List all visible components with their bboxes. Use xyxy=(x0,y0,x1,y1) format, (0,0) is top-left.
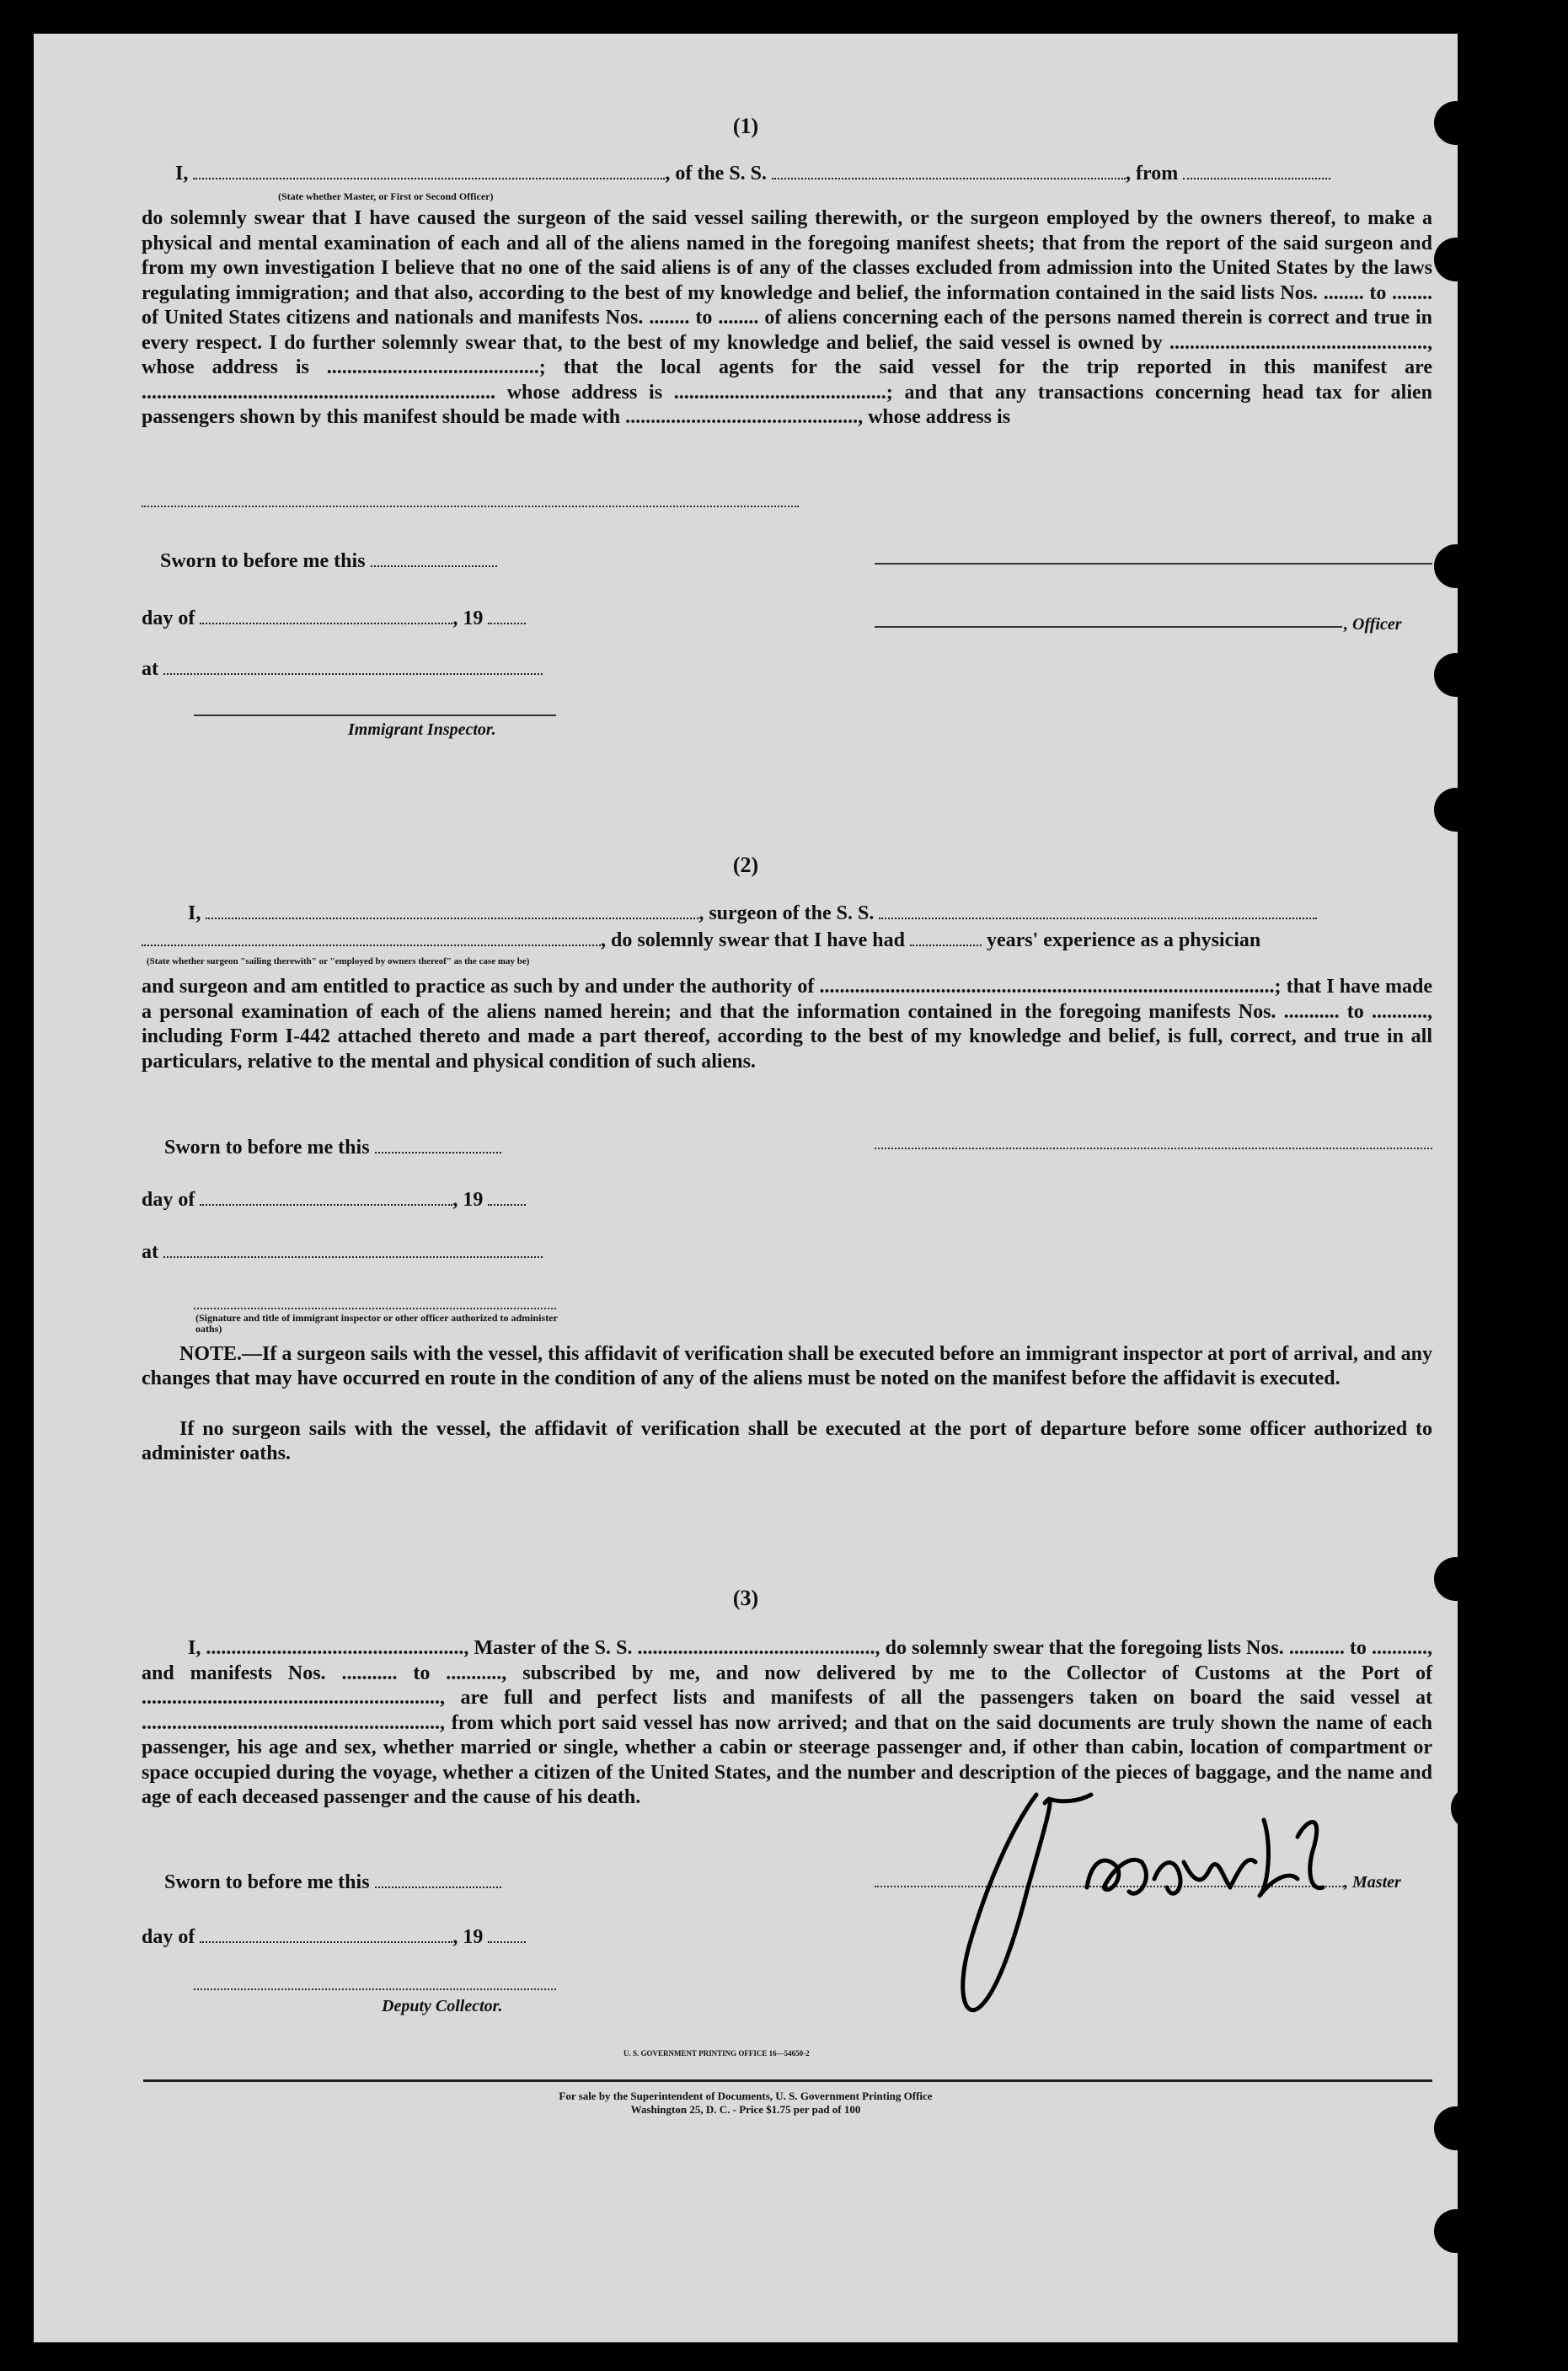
s1-officer-name-field[interactable] xyxy=(193,163,665,179)
s2-sworn-row xyxy=(164,1136,501,1159)
s2-at-field[interactable] xyxy=(163,1241,543,1258)
s3-day-label: day of xyxy=(142,1926,195,1948)
s1-officer-line[interactable] xyxy=(875,626,1342,628)
s3-master-caption: , Master xyxy=(1344,1873,1401,1892)
punch-hole xyxy=(1434,101,1478,145)
punch-hole xyxy=(1434,788,1478,832)
s2-note-2: If no surgeon sails with the vessel, the affidavit of verification shall be executed at the port of departure before some officer authorized to administer oaths. xyxy=(142,1418,1432,1464)
s3-body: I, ..................................................., Master of the S. S. ..............................................., do solemnly swear that the foregoing lists Nos. ........... to ..........., and manifests Nos. ........... to ..........., subscribed by me, and now delivered by me to the Collector of Customs at the Port of ..........................................................., are full and perfect lists and manifests of all the passengers taken on board the said vessel at ..........................................................., from which port said vessel has now arrived; and that on the said documents are truly shown the name of each passenger, his age and sex, whether married or single, whether a cabin or steerage passenger and, if other than cabin, location of compartment or space occupied during the voyage, whether a citizen of the United States, and the number and description of the pieces of baggage, and the name and age of each deceased passenger and the cause of his death. xyxy=(142,1637,1432,1808)
s2-years-label: years' experience as a physician xyxy=(986,929,1261,951)
s1-at-row xyxy=(142,657,543,681)
s3-day-row xyxy=(142,1925,526,1949)
s2-sig-caption: (Signature and title of immigrant inspector or other officer authorized to administer oaths) xyxy=(195,1312,558,1335)
s2-signature-line[interactable] xyxy=(875,1148,1432,1149)
s1-sworn-field[interactable] xyxy=(371,550,497,567)
s3-sworn-field[interactable] xyxy=(375,1871,501,1888)
master-signature xyxy=(910,1753,1449,2031)
s2-at-row xyxy=(142,1240,543,1264)
s1-day-row xyxy=(142,607,526,630)
footer-rule xyxy=(143,2079,1432,2082)
s2-years-field[interactable] xyxy=(910,929,982,946)
s1-inspector-caption: Immigrant Inspector. xyxy=(348,720,496,739)
s2-surgeon-name-field[interactable] xyxy=(206,902,698,919)
s2-year-field[interactable] xyxy=(488,1189,526,1206)
s2-sworn-field[interactable] xyxy=(375,1137,501,1153)
punch-hole xyxy=(1434,653,1478,697)
s2-capacity-field[interactable] xyxy=(142,929,601,946)
punch-hole xyxy=(1434,2209,1478,2253)
s1-day-label: day of xyxy=(142,607,195,629)
section-1-number: (1) xyxy=(732,114,759,138)
s3-sworn-label: Sworn to before me this xyxy=(164,1871,370,1893)
s1-first-line xyxy=(175,162,1330,185)
gpo-code: U. S. GOVERNMENT PRINTING OFFICE 16—54650-2 xyxy=(623,2049,810,2058)
s1-vessel-field[interactable] xyxy=(772,163,1126,179)
s1-i-label: I, xyxy=(175,163,189,185)
punch-hole xyxy=(1451,1786,1495,1830)
footer-line-1: For sale by the Superintendent of Documents, U. S. Government Printing Office xyxy=(559,2090,933,2102)
s1-sworn-label: Sworn to before me this xyxy=(160,550,366,572)
s3-collector-line[interactable] xyxy=(194,1988,556,1990)
section-3-number: (3) xyxy=(732,1586,759,1610)
s2-day-label: day of xyxy=(142,1189,195,1211)
s2-inspector-line[interactable] xyxy=(194,1308,556,1309)
punch-hole xyxy=(1434,238,1478,281)
s2-note-1: NOTE.—If a surgeon sails with the vessel, this affidavit of verification shall be executed before an immigrant inspector at port of arrival, and any changes that may have occurred en route in the condition of any of the aliens must be noted on the manifest before the affidavit is executed. xyxy=(142,1343,1432,1389)
s1-from-label: , from xyxy=(1126,163,1179,185)
s3-sworn-row xyxy=(164,1871,501,1894)
s1-officer-caption: , Officer xyxy=(1344,615,1402,634)
s1-at-label: at xyxy=(142,658,158,680)
punch-hole xyxy=(1434,2106,1478,2150)
s2-19-label: , 19 xyxy=(452,1189,484,1211)
s2-surgeon-label: , surgeon of the S. S. xyxy=(698,902,875,924)
s1-sworn-row xyxy=(160,549,497,573)
s3-collector-caption: Deputy Collector. xyxy=(382,1997,503,2015)
s3-year-field[interactable] xyxy=(488,1926,526,1943)
s1-body: do solemnly swear that I have caused the surgeon of the said vessel sailing therewith, or the surgeon employed by the owners thereof, to make a physical and mental examination of each and all of the aliens named in the foregoing manifest sheets; that from the report of the said surgeon and from my own investigation I believe that no one of the said aliens is of any of the classes excluded from admission into the United States by the laws regulating immigration; and that also, according to the best of my knowledge and belief, the information contained in the said lists Nos. ........ to ........ of United States citizens and nationals and manifests Nos. ........ to ........ of aliens concerning each of the persons named therein is correct and true in every respect. I do further solemnly swear that, to the best of my knowledge and belief, the said vessel is owned by ..................................................., whose address is ..........................................; that the local agents for the said vessel for the trip reported in this manifest are ...................................................................... whose address is ..........................................; and that any transactions concerning head tax for alien passengers shown by this manifest should be made with .............................................., whose address is xyxy=(142,207,1432,428)
punch-hole xyxy=(1434,544,1478,588)
s1-signature-line[interactable] xyxy=(875,563,1432,565)
s1-day-field[interactable] xyxy=(200,607,452,624)
footer-line-2: Washington 25, D. C. - Price $1.75 per pad of 100 xyxy=(630,2103,861,2116)
s1-small-note: (State whether Master, or First or Second Officer) xyxy=(278,190,494,202)
s1-from-field[interactable] xyxy=(1183,163,1330,179)
s2-line-1 xyxy=(188,902,1317,925)
s2-at-label: at xyxy=(142,1241,158,1263)
s2-line-2 xyxy=(142,929,1260,952)
s1-inspector-line[interactable] xyxy=(194,715,556,716)
s2-i-label: I, xyxy=(188,902,201,924)
s2-swear-label: , do solemnly swear that I have had xyxy=(601,929,905,951)
s1-at-field[interactable] xyxy=(163,658,543,675)
s2-sworn-label: Sworn to before me this xyxy=(164,1137,370,1159)
s1-year-field[interactable] xyxy=(488,607,526,624)
s2-body: and surgeon and am entitled to practice as such by and under the authority of ..........................................................................................; that I have made a personal examination of each of the aliens named herein; and that the information contained in the foregoing manifests Nos. ........... to ..........., including Form I-442 attached thereto and made a part thereof, according to the best of my knowledge and belief, is full, correct, and true in all particulars, relative to the mental and physical condition of such aliens. xyxy=(142,976,1432,1073)
s3-day-field[interactable] xyxy=(200,1926,452,1943)
s1-19-label: , 19 xyxy=(452,607,484,629)
s1-ofss-label: , of the S. S. xyxy=(665,163,768,185)
s2-vessel-field[interactable] xyxy=(879,902,1317,919)
s2-small-note: (State whether surgeon "sailing therewith" or "employed by owners thereof" as the case may be) xyxy=(147,956,530,966)
section-2-number: (2) xyxy=(732,853,759,877)
s2-day-row xyxy=(142,1188,526,1212)
s3-19-label: , 19 xyxy=(452,1926,484,1948)
s2-day-field[interactable] xyxy=(200,1189,452,1206)
manifest-affidavit-page xyxy=(34,34,1458,2342)
punch-hole xyxy=(1434,1557,1478,1601)
s1-continuation-line[interactable] xyxy=(142,506,799,507)
